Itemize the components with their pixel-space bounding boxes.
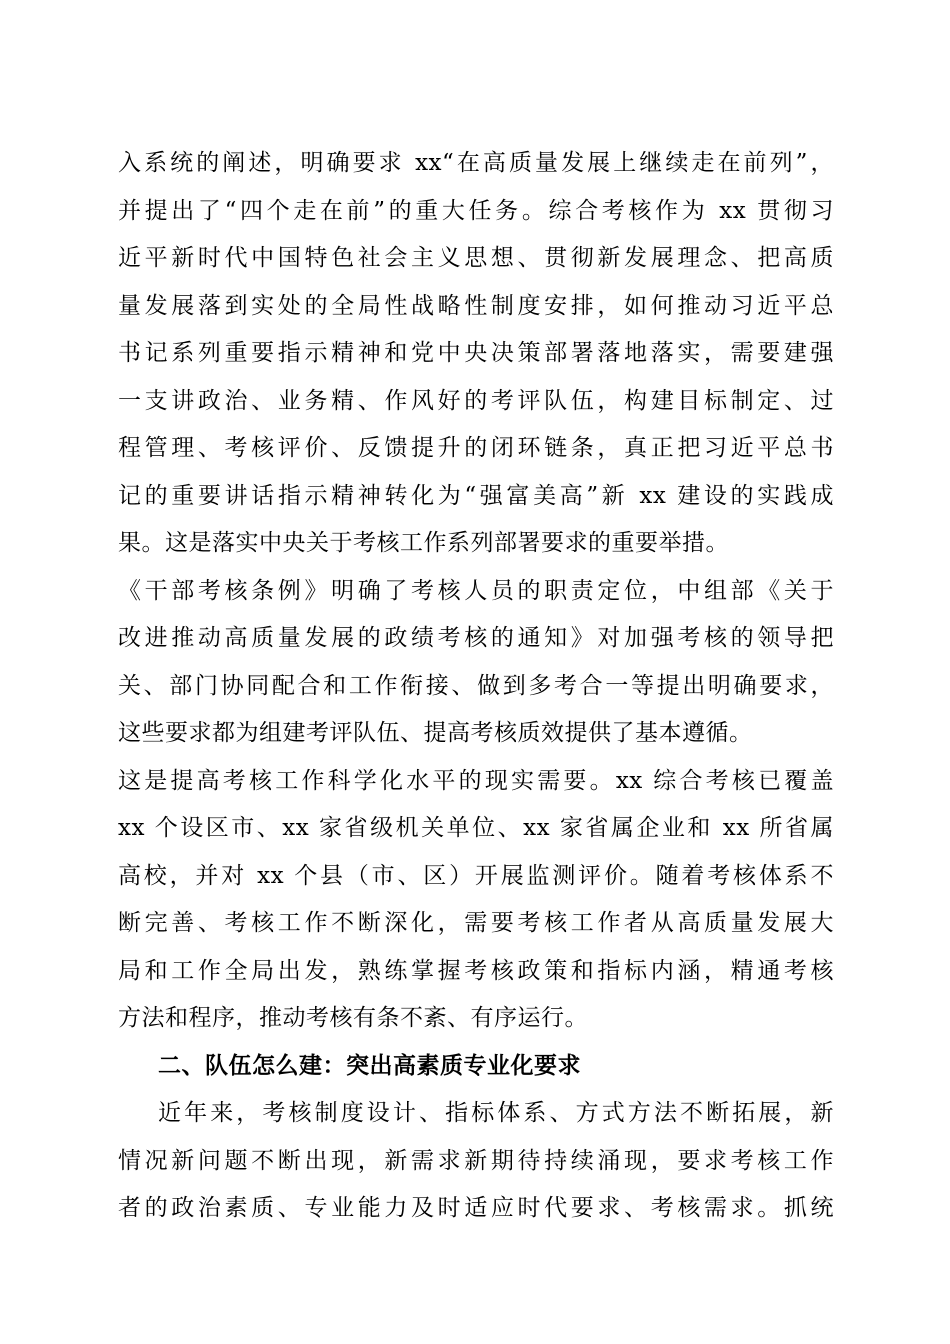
paragraph-line: 近年来，考核制度设计、指标体系、方式方法不断拓展，新	[158, 1100, 834, 1126]
paragraph-line: 关、部门协同配合和工作衔接、做到多考合一等提出明确要求，	[118, 672, 834, 699]
paragraph-line: 近平新时代中国特色社会主义思想、贯彻新发展理念、把高质	[118, 245, 834, 271]
paragraph-line: 一支讲政治、业务精、作风好的考评队伍，构建目标制定、过	[118, 387, 834, 414]
paragraph-line: 这是提高考核工作科学化水平的现实需要。xx 综合考核已覆盖	[118, 767, 834, 794]
paragraph-line: 情况新问题不断出现，新需求新期待持续涌现，要求考核工作	[118, 1147, 834, 1174]
paragraph-line: 果。这是落实中央关于考核工作系列部署要求的重要举措。	[118, 530, 729, 556]
paragraph-line: 并提出了“四个走在前”的重大任务。综合考核作为 xx 贯彻习	[118, 197, 834, 224]
paragraph-line: 量发展落到实处的全局性战略性制度安排，如何推动习近平总	[118, 292, 834, 319]
paragraph-line: 程管理、考核评价、反馈提升的闭环链条，真正把习近平总书	[118, 435, 834, 461]
paragraph-line: 记的重要讲话指示精神转化为“强富美高”新 xx 建设的实践成	[118, 482, 834, 509]
paragraph-line: 局和工作全局出发，熟练掌握考核政策和指标内涵，精通考核	[118, 957, 834, 984]
paragraph-line: 入系统的阐述，明确要求 xx“在高质量发展上继续走在前列”，	[118, 150, 834, 176]
paragraph-line: 高校，并对 xx 个县（市、区）开展监测评价。随着考核体系不	[118, 862, 834, 889]
paragraph-line: xx 个设区市、xx 家省级机关单位、xx 家省属企业和 xx 所省属	[118, 815, 834, 841]
paragraph-line: 《干部考核条例》明确了考核人员的职责定位，中组部《关于	[118, 577, 834, 604]
paragraph-line: 书记系列重要指示精神和党中央决策部署落地落实，需要建强	[118, 340, 834, 366]
paragraph-line: 这些要求都为组建考评队伍、提高考核质效提供了基本遵循。	[118, 720, 753, 746]
section-heading: 二、队伍怎么建：突出高素质专业化要求	[158, 1052, 581, 1079]
paragraph-line: 方法和程序，推动考核有条不紊、有序运行。	[118, 1005, 588, 1031]
paragraph-line: 断完善、考核工作不断深化，需要考核工作者从高质量发展大	[118, 910, 834, 936]
paragraph-line: 者的政治素质、专业能力及时适应时代要求、考核需求。抓统	[118, 1195, 834, 1221]
document-body	[118, 140, 834, 1233]
paragraph-line: 改进推动高质量发展的政绩考核的通知》对加强考核的领导把	[118, 625, 834, 651]
